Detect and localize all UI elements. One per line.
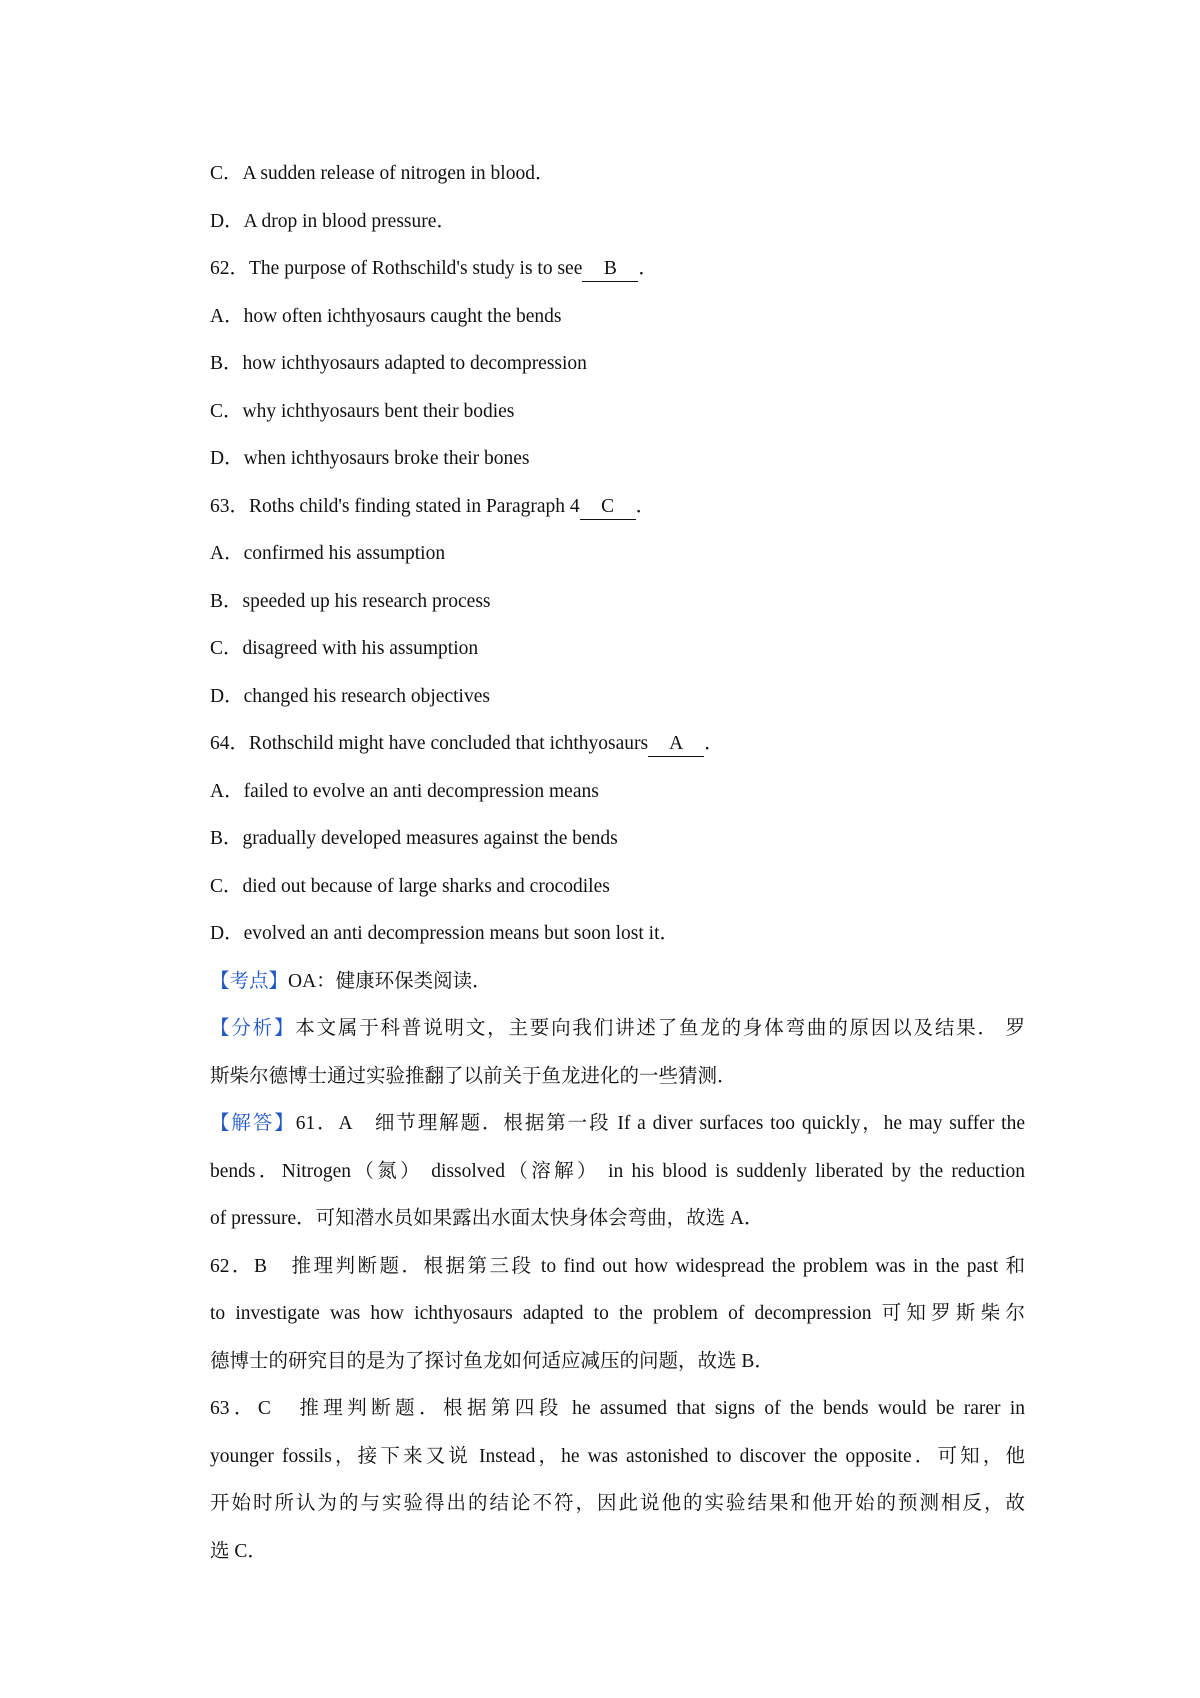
answer-62-text-2: to investigate was how ichthyosaurs adapted to the problem of decompression 可知罗斯柴尔 [210, 1303, 1025, 1324]
option-q64-b [210, 815, 1025, 863]
option-text: evolved an anti decompression means but soon lost it． [243, 923, 680, 944]
option-text: A sudden release of nitrogen in blood． [242, 163, 555, 184]
answer-63-line-4: 选 C． [210, 1540, 267, 1562]
answer-62-line-3: 德博士的研究目的是为了探讨鱼龙如何适应减压的问题，故选 B． [210, 1350, 774, 1372]
fenxi-text: 本文属于科普说明文，主要向我们讲述了鱼龙的身体弯曲的原因以及结果． 罗 [295, 1018, 1025, 1039]
option-q61-c [210, 150, 1025, 198]
answer-61-text-2: bends．Nitrogen（氮） dissolved（溶解） in his blood is suddenly liberated by the reduction [210, 1160, 1025, 1182]
jieda-tag: 【解答】 [210, 1113, 296, 1134]
page-content [210, 150, 1025, 1575]
jieda-section [210, 1100, 1025, 1148]
question-62-stem [210, 245, 1025, 293]
option-label: A． [210, 305, 244, 327]
option-text: how often ichthyosaurs caught the bends [243, 305, 562, 327]
question-63-stem [210, 483, 1025, 531]
question-text: 62．The purpose of Rothschild's study is to see [210, 258, 583, 279]
answer-63-text-1: 63．C 推理判断题．根据第四段 he assumed that signs of the bends would be rarer in [210, 1398, 1025, 1419]
option-q62-c [210, 388, 1025, 436]
option-label: D． [210, 923, 244, 944]
answer-blank: C [580, 496, 636, 520]
answer-blank: B [582, 258, 638, 282]
question-text: 64．Rothschild might have concluded that ichthyosaurs [210, 733, 649, 754]
answer-62-line-1 [210, 1243, 1025, 1291]
option-q62-a [210, 293, 1025, 341]
option-label: C． [210, 400, 243, 422]
kaodian-text: OA：健康环保类阅读． [288, 970, 492, 992]
option-q64-d [210, 910, 1025, 958]
option-text: disagreed with his assumption [242, 638, 479, 659]
answer-63-line-2 [210, 1433, 1025, 1481]
answer-63-text-2: younger fossils，接下来又说 Instead，he was astonished to discover the opposite．可知，他 [210, 1445, 1025, 1467]
fenxi-tag: 【分析】 [210, 1018, 296, 1039]
option-text: confirmed his assumption [243, 543, 446, 564]
answer-61-line-2 [210, 1148, 1025, 1196]
option-label: C． [210, 875, 243, 897]
option-q63-a [210, 530, 1025, 578]
kaodian-tag: 【考点】 [210, 970, 289, 992]
option-text: when ichthyosaurs broke their bones [243, 448, 530, 469]
option-label: C． [210, 163, 243, 184]
answer-62-line-2 [210, 1290, 1025, 1338]
answer-63-text-3: 开始时所认为的与实验得出的结论不符，因此说他的实验结果和他开始的预测相反，故 [210, 1493, 1025, 1514]
option-q62-d [210, 435, 1025, 483]
answer-63-line-1 [210, 1385, 1025, 1433]
option-text: gradually developed measures against the bends [242, 828, 618, 849]
option-text: why ichthyosaurs bent their bodies [242, 400, 515, 422]
question-end: ． [638, 258, 658, 279]
kaodian-section [210, 958, 1025, 1006]
answer-62-text-1: 62．B 推理判断题．根据第三段 to find out how widespread the problem was in the past 和 [210, 1255, 1025, 1277]
option-q64-c [210, 863, 1025, 911]
option-label: B． [210, 353, 243, 374]
option-label: D． [210, 685, 244, 707]
fenxi-line-2: 斯柴尔德博士通过实验推翻了以前关于鱼龙进化的一些猜测． [210, 1065, 737, 1087]
question-text: 63．Roths child's finding stated in Paragraph 4 [210, 495, 580, 517]
option-label: A． [210, 543, 244, 564]
fenxi-section [210, 1005, 1025, 1053]
option-text: how ichthyosaurs adapted to decompression [242, 353, 587, 374]
answer-61-text: 61．A 细节理解题．根据第一段 If a diver surfaces too quickly，he may suffer the [295, 1113, 1025, 1134]
option-q63-b [210, 578, 1025, 626]
option-text: changed his research objectives [243, 685, 490, 707]
option-q64-a [210, 768, 1025, 816]
fenxi-line-1 [210, 1005, 1025, 1053]
option-text: A drop in blood pressure． [243, 210, 456, 232]
answer-61-line-3: of pressure．可知潜水员如果露出水面太快身体会弯曲，故选 A． [210, 1208, 764, 1229]
option-label: D． [210, 448, 244, 469]
option-q62-b [210, 340, 1025, 388]
answer-63-line-3 [210, 1480, 1025, 1528]
answer-blank: A [648, 733, 704, 757]
option-text: speeded up his research process [242, 590, 491, 612]
option-text: failed to evolve an anti decompression means [243, 780, 599, 802]
option-label: C． [210, 638, 243, 659]
question-end: ． [704, 733, 724, 754]
option-q63-c [210, 625, 1025, 673]
option-label: B． [210, 828, 243, 849]
option-q61-d [210, 198, 1025, 246]
option-label: A． [210, 780, 244, 802]
question-end: ． [635, 495, 656, 517]
option-q63-d [210, 673, 1025, 721]
option-label: B． [210, 590, 243, 612]
option-text: died out because of large sharks and crocodiles [242, 875, 610, 897]
question-64-stem [210, 720, 1025, 768]
option-label: D． [210, 210, 244, 232]
jieda-line-1 [210, 1100, 1025, 1148]
